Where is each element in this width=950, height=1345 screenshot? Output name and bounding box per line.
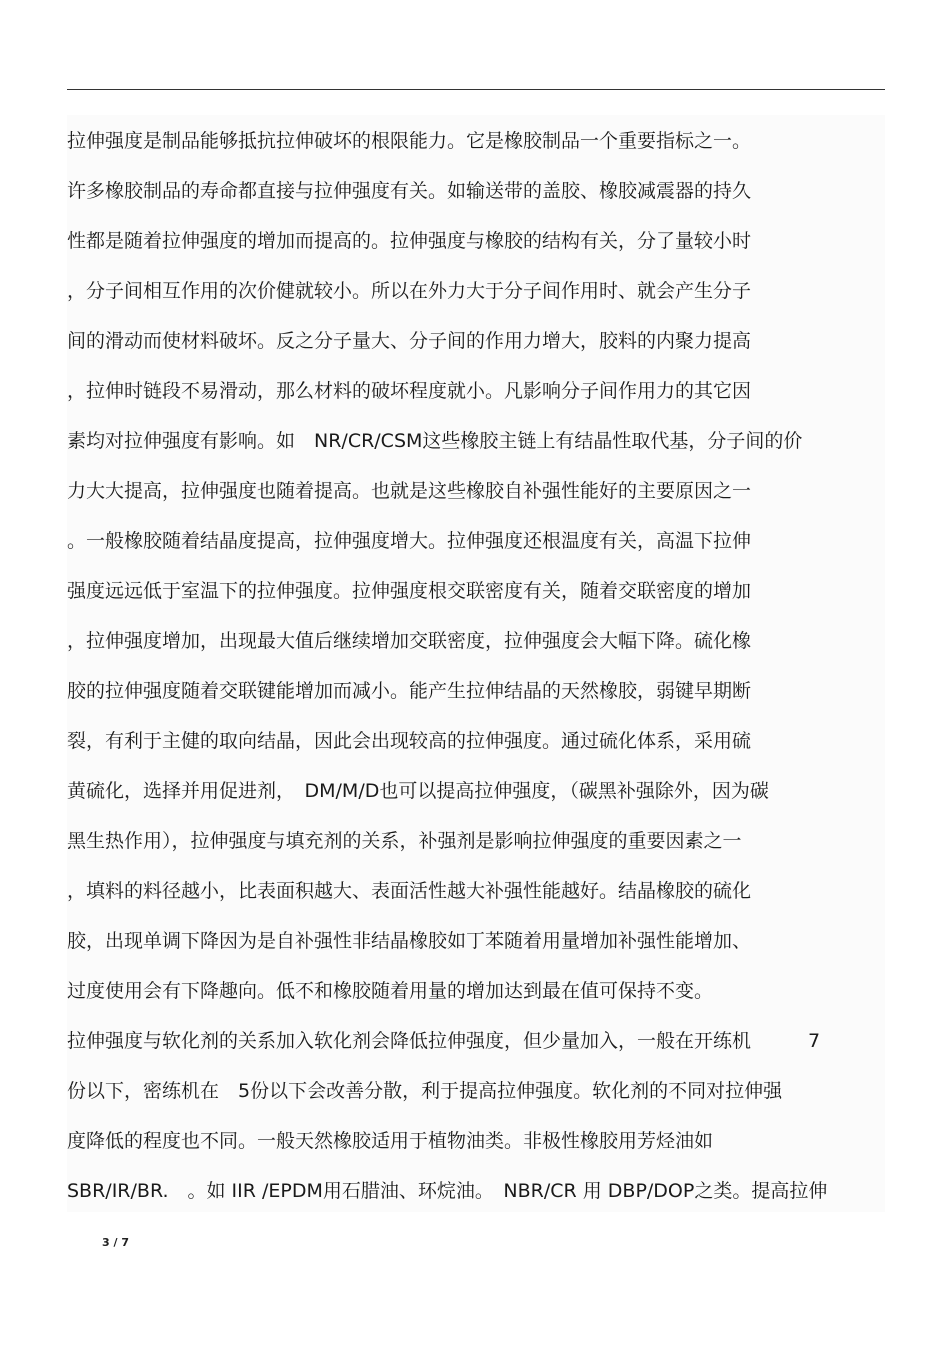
text-line: ，拉伸时链段不易滑动，那么材料的破坏程度就小。凡影响分子间作用力的其它因 [67,380,752,402]
text-line: 许多橡胶制品的寿命都直接与拉伸强度有关。如输送带的盖胶、橡胶减震器的持久 [67,180,752,202]
text-line: 裂，有利于主健的取向结晶，因此会出现较高的拉伸强度。通过硫化体系，采用硫 [67,730,752,752]
text-line: 力大大提高，拉伸强度也随着提高。也就是这些橡胶自补强性能好的主要原因之一 [67,480,752,502]
text-line: 胶的拉伸强度随着交联键能增加而减小。能产生拉伸结晶的天然橡胶，弱键早期断 [67,680,752,702]
page-number: 3 / 7 [102,1236,129,1249]
text-line: 胶，出现单调下降因为是自补强性非结晶橡胶如丁苯随着用量增加补强性能增加、 [67,930,752,952]
text-line: 性都是随着拉伸强度的增加而提高的。拉伸强度与橡胶的结构有关，分了量较小时 [67,230,752,252]
header-rule [67,89,885,90]
text-line: 度降低的程度也不同。一般天然橡胶适用于植物油类。非极性橡胶用芳烃油如 [67,1130,714,1152]
text-line: 拉伸强度与软化剂的关系加入软化剂会降低拉伸强度，但少量加入，一般在开练机 7 [67,1030,821,1052]
text-line: SBR/IR/BR. 。如 IIR /EPDM用石腊油、环烷油。 NBR/CR 用 DBP/DOP之类。提高拉伸 [67,1180,828,1202]
text-line: 间的滑动而使材料破坏。反之分子量大、分子间的作用力增大，胶料的内聚力提高 [67,330,752,352]
text-line: 黄硫化，选择并用促进剂， DM/M/D也可以提高拉伸强度，（碳黑补强除外，因为碳 [67,780,769,802]
text-line: ，填料的料径越小，比表面积越大、表面活性越大补强性能越好。结晶橡胶的硫化 [67,880,752,902]
text-line: ，分子间相互作用的次价健就较小。所以在外力大于分子间作用时、就会产生分子 [67,280,752,302]
text-line: 。一般橡胶随着结晶度提高，拉伸强度增大。拉伸强度还根温度有关，高温下拉伸 [67,530,752,552]
text-line: 黑生热作用），拉伸强度与填充剂的关系，补强剂是影响拉伸强度的重要因素之一 [67,830,742,852]
text-line: ，拉伸强度增加，出现最大值后继续增加交联密度，拉伸强度会大幅下降。硫化橡 [67,630,752,652]
text-line: 过度使用会有下降趣向。低不和橡胶随着用量的增加达到最在值可保持不变。 [67,980,714,1002]
text-line: 强度远远低于室温下的拉伸强度。拉伸强度根交联密度有关，随着交联密度的增加 [67,580,752,602]
text-line: 拉伸强度是制品能够抵抗拉伸破坏的根限能力。它是橡胶制品一个重要指标之一。 [67,130,752,152]
text-line: 素均对拉伸强度有影响。如 NR/CR/CSM这些橡胶主链上有结晶性取代基，分子间的价 [67,430,803,452]
text-line: 份以下，密练机在 5份以下会改善分散，利于提高拉伸强度。软化剂的不同对拉伸强 [67,1080,783,1102]
